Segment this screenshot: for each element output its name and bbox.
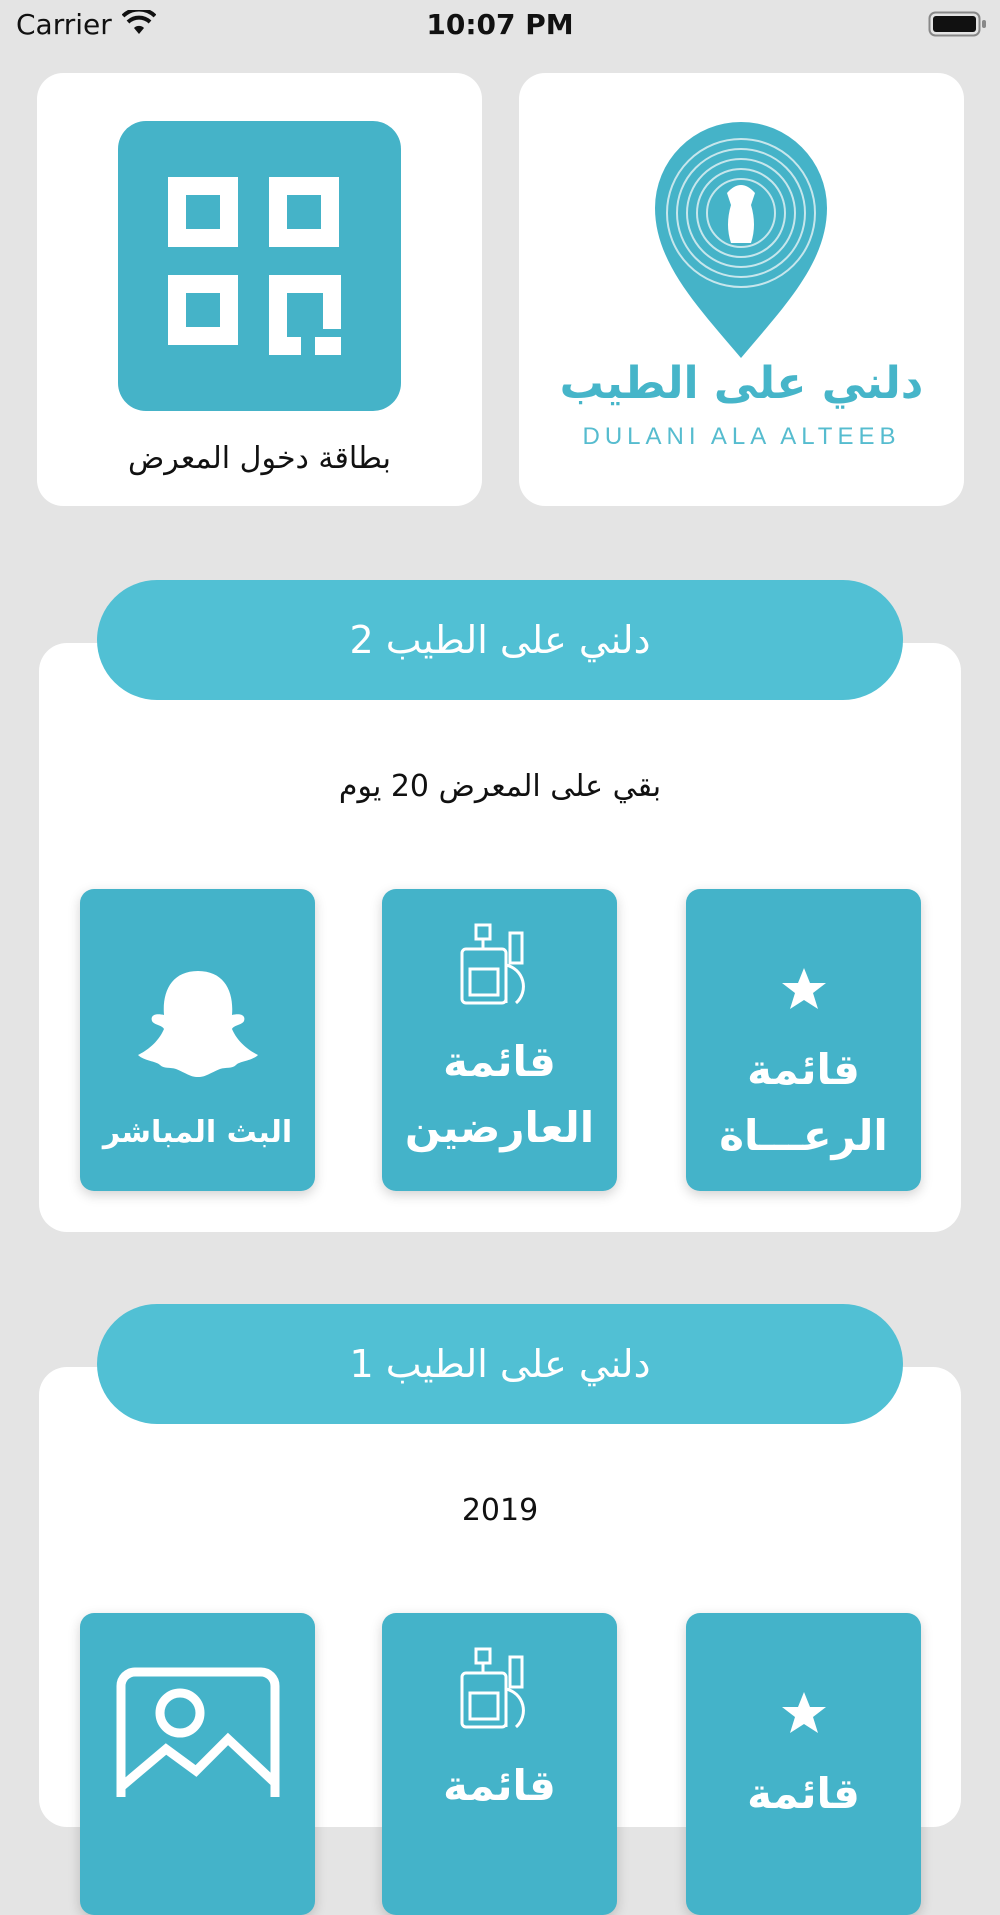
exhibitors-list-label: قائمة العارضين [404, 1037, 595, 1152]
event-2-title-pill: دلني على الطيب 2 [97, 580, 903, 700]
battery-icon [928, 10, 988, 42]
logo-arabic-text: دلني على الطيب [559, 358, 924, 409]
perfume-bottles-icon [456, 919, 546, 1009]
sponsors-list-2019-label: قائمة [747, 1769, 860, 1818]
star-icon [781, 1691, 827, 1735]
perfume-bottles-icon [456, 1643, 546, 1733]
qr-code-icon [118, 121, 401, 411]
exhibitors-list-2019-button[interactable] [382, 1613, 617, 1915]
sponsors-list-button[interactable] [686, 889, 921, 1191]
location-pin-logo-icon [519, 73, 964, 363]
logo-card [519, 73, 964, 506]
entry-card-button[interactable] [37, 73, 482, 506]
countdown-text: بقي على المعرض 20 يوم [338, 769, 662, 804]
exhibitors-list-button[interactable] [382, 889, 617, 1191]
sponsors-list-2019-button[interactable] [686, 1613, 921, 1915]
gallery-button[interactable] [80, 1613, 315, 1915]
exhibitors-list-2019-label: قائمة [443, 1761, 556, 1810]
entry-card-label: بطاقة دخول المعرض [128, 441, 391, 476]
event-1-title-pill: دلني على الطيب 1 [97, 1304, 903, 1424]
carrier-label: Carrier [16, 8, 112, 41]
logo-english-text: DULANI ALA ALTEEB [582, 423, 901, 450]
live-stream-button[interactable] [80, 889, 315, 1191]
status-bar [0, 0, 1000, 52]
event-year: 2019 [461, 1493, 539, 1528]
live-stream-label: البث المباشر [102, 1115, 293, 1150]
snapchat-ghost-icon [136, 967, 260, 1081]
event-1-section [39, 1367, 961, 1827]
event-2-section [39, 643, 961, 1232]
sponsors-list-label: قائمة الرعـــاة [719, 1045, 888, 1160]
clock: 10:07 PM [426, 8, 574, 41]
star-icon [781, 967, 827, 1011]
